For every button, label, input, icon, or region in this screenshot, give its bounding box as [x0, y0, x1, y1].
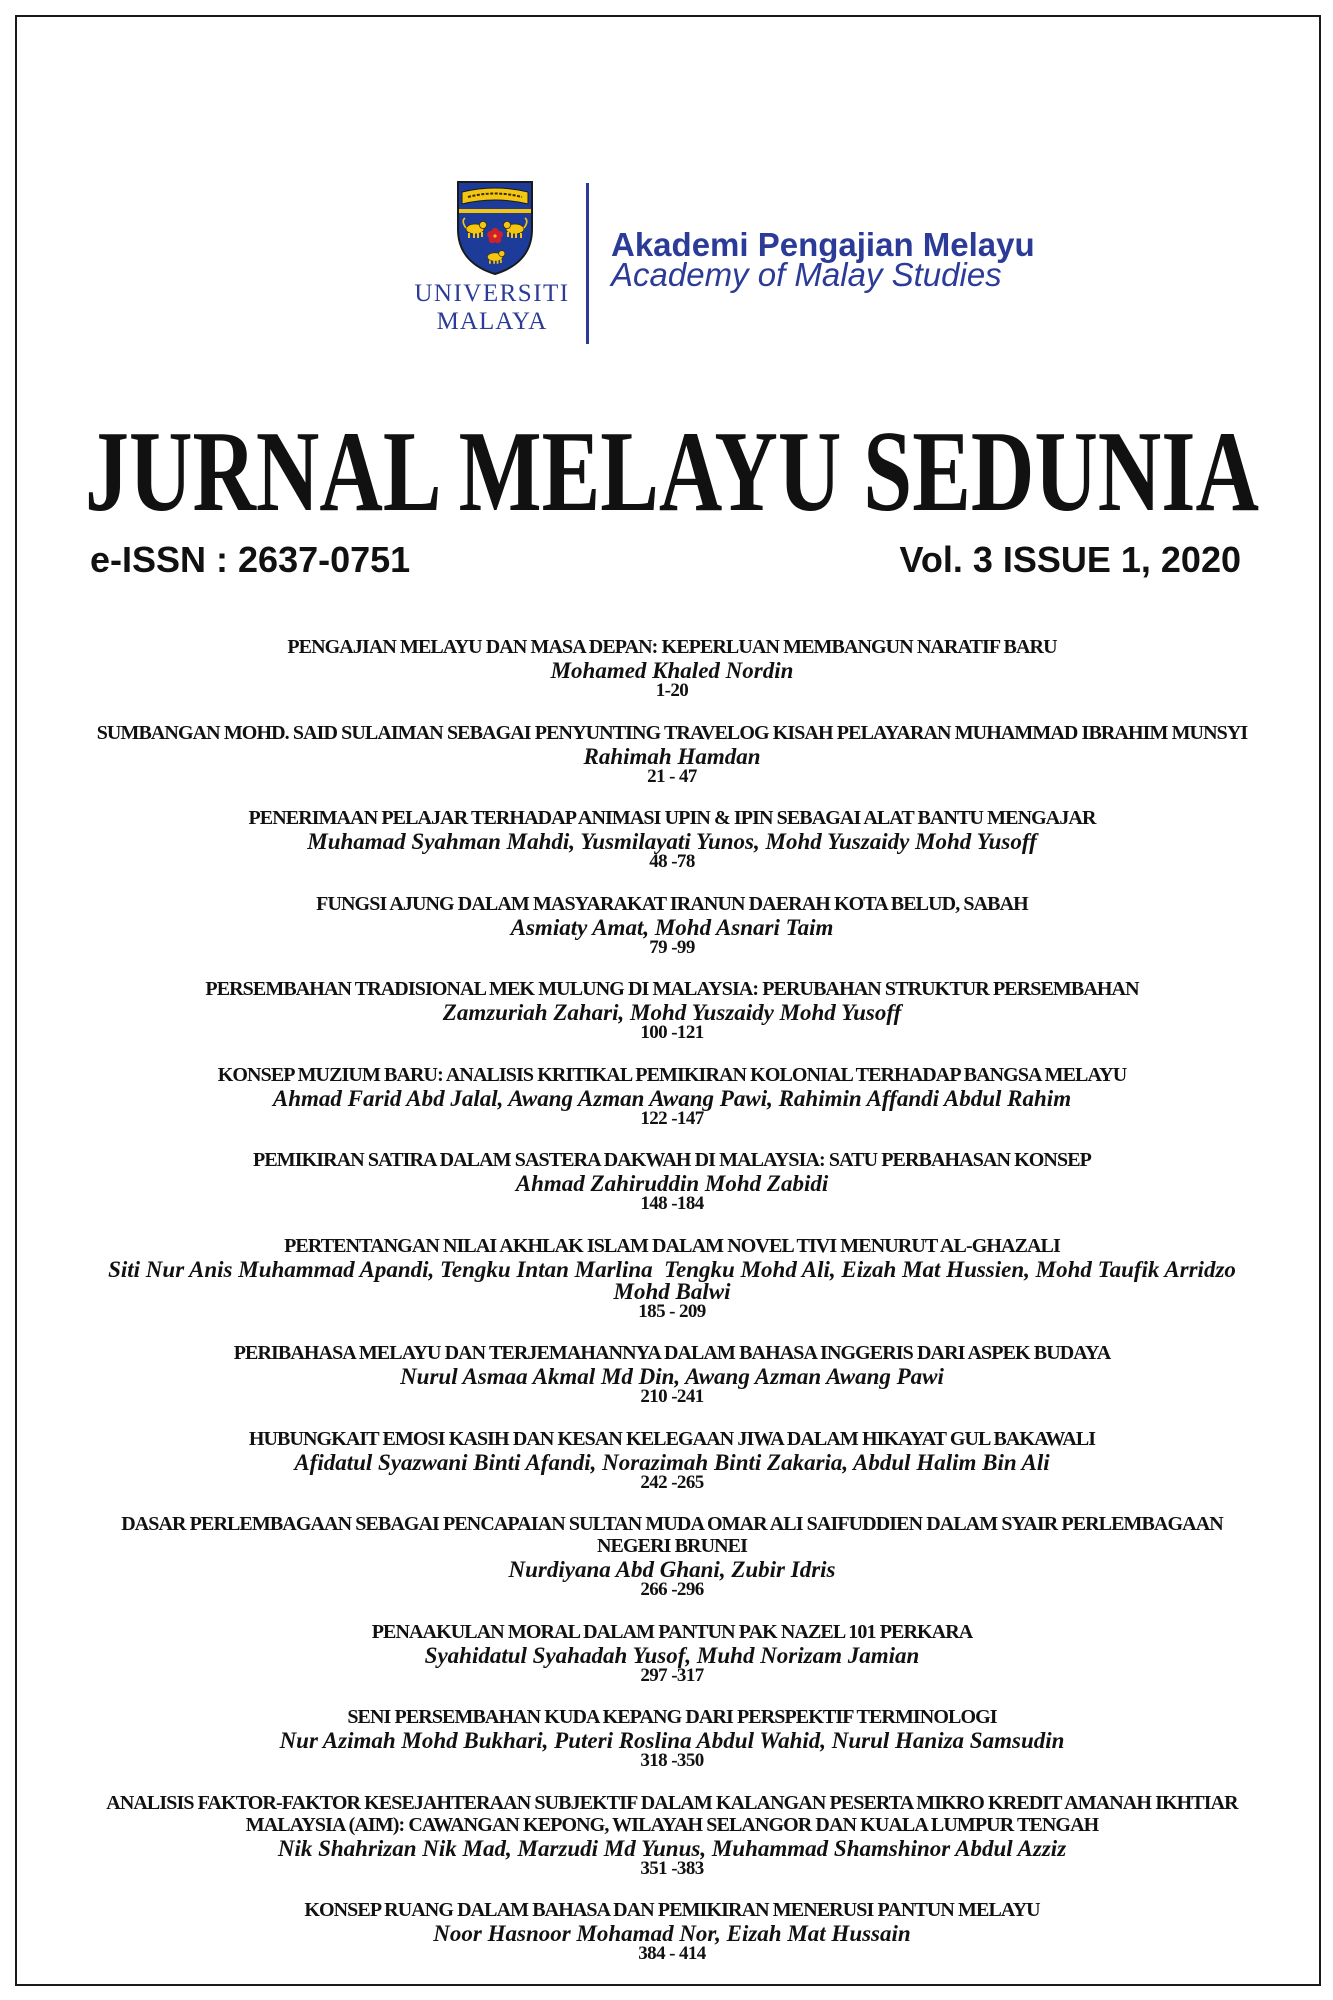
article-entry [30, 1706, 1314, 1772]
article-authors: Mohamed Khaled Nordin [550, 658, 794, 683]
article-entry [30, 1428, 1314, 1494]
article-title: HUBUNGKAIT EMOSI KASIH DAN KESAN KELEGAAN JIWA DALAM HIKAYAT GUL BAKAWALI [248, 1427, 1096, 1450]
article-pages: 185 - 209 [638, 1300, 706, 1322]
article-title-continued: MALAYSIA (AIM): CAWANGAN KEPONG, WILAYAH SELANGOR DAN KUALA LUMPUR TENGAH [245, 1813, 1099, 1836]
article-pages: 79 -99 [649, 936, 695, 958]
article-entry [30, 1899, 1314, 1965]
academy-name-english: Academy of Malay Studies [611, 256, 1002, 293]
article-authors: Zamzuriah Zahari, Mohd Yuszaidy Mohd Yusoff [442, 1000, 902, 1025]
article-title-continued: NEGERI BRUNEI [597, 1535, 747, 1557]
article-title: ANALISIS FAKTOR-FAKTOR KESEJAHTERAAN SUBJEKTIF DALAM KALANGAN PESERTA MIKRO KREDIT AMANAH IKHTIAR [106, 1791, 1238, 1814]
article-title: KONSEP MUZIUM BARU: ANALISIS KRITIKAL PEMIKIRAN KOLONIAL TERHADAP BANGSA MELAYU [217, 1063, 1127, 1086]
article-entry [30, 1149, 1314, 1215]
article-title: PERSEMBAHAN TRADISIONAL MEK MULUNG DI MALAYSIA: PERUBAHAN STRUKTUR PERSEMBAHAN [205, 978, 1139, 1000]
article-pages: 318 -350 [640, 1750, 704, 1771]
article-entry [30, 1621, 1314, 1687]
article-title: SUMBANGAN MOHD. SAID SULAIMAN SEBAGAI PENYUNTING TRAVELOG KISAH PELAYARAN MUHAMMAD IBRAHIM MUNSYI [96, 721, 1248, 744]
article-entry [30, 1064, 1314, 1130]
journal-title-text: JURNAL MELAYU SEDUNIA [85, 408, 1259, 536]
university-name-line2: MALAYA [436, 308, 548, 335]
journal-title [85, 400, 1259, 536]
article-authors: Rahimah Hamdan [583, 743, 761, 769]
article-pages: 122 -147 [640, 1107, 704, 1129]
article-title: PERTENTANGAN NILAI AKHLAK ISLAM DALAM NOVEL TIVI MENURUT AL-GHAZALI [284, 1234, 1060, 1257]
article-title: DASAR PERLEMBAGAAN SEBAGAI PENCAPAIAN SULTAN MUDA OMAR ALI SAIFUDDIEN DALAM SYAIR PERLEMBAGAAN [121, 1513, 1223, 1535]
article-pages: 266 -296 [640, 1579, 704, 1600]
article-pages: 351 -383 [640, 1857, 704, 1879]
article-pages: 210 -241 [640, 1386, 704, 1407]
article-entry [30, 807, 1314, 873]
article-title: SENI PERSEMBAHAN KUDA KEPANG DARI PERSPEKTIF TERMINOLOGI [347, 1706, 997, 1728]
article-entry [30, 722, 1314, 788]
article-entry [30, 978, 1314, 1044]
article-pages: 21 - 47 [647, 765, 697, 787]
article-title: PENGAJIAN MELAYU DAN MASA DEPAN: KEPERLUAN MEMBANGUN NARATIF BARU [287, 636, 1057, 658]
logo-divider [586, 183, 589, 344]
article-authors: Nur Azimah Mohd Bukhari, Puteri Roslina Abdul Wahid, Nurul Haniza Samsudin [279, 1728, 1065, 1753]
university-name-line1: UNIVERSITI [414, 280, 570, 307]
article-title: PEMIKIRAN SATIRA DALAM SASTERA DAKWAH DI MALAYSIA: SATU PERBAHASAN KONSEP [253, 1149, 1091, 1171]
article-entry [30, 1342, 1314, 1408]
article-title: PERIBAHASA MELAYU DAN TERJEMAHANNYA DALAM BAHASA INGGERIS DARI ASPEK BUDAYA [233, 1342, 1111, 1364]
article-entry [30, 893, 1314, 959]
article-authors: Nurul Asmaa Akmal Md Din, Awang Azman Awang Pawi [400, 1364, 944, 1389]
article-entry [30, 1792, 1314, 1880]
article-pages: 384 - 414 [638, 1943, 706, 1964]
article-pages: 297 -317 [640, 1664, 704, 1686]
article-authors: Siti Nur Anis Muhammad Apandi, Tengku Intan Marlina Tengku Mohd Ali, Eizah Mat Hussien, Mohd Taufik Arridzo [108, 1256, 1236, 1282]
issn-number: e-ISSN : 2637-0751 [90, 539, 411, 580]
article-title: PENAAKULAN MORAL DALAM PANTUN PAK NAZEL 101 PERKARA [371, 1620, 973, 1643]
article-authors: Muhamad Syahman Mahdi, Yusmilayati Yunos, Mohd Yuszaidy Mohd Yusoff [307, 829, 1037, 854]
article-authors: Ahmad Farid Abd Jalal, Awang Azman Awang Pawi, Rahimin Affandi Abdul Rahim [272, 1085, 1072, 1111]
article-entry [30, 1513, 1314, 1601]
article-pages: 148 -184 [640, 1193, 704, 1214]
article-pages: 48 -78 [649, 851, 695, 872]
article-pages: 100 -121 [640, 1022, 704, 1043]
academy-name-malay: Akademi Pengajian Melayu [611, 226, 1035, 263]
article-authors: Asmiaty Amat, Mohd Asnari Taim [510, 914, 834, 940]
university-crest-logo [455, 179, 535, 276]
article-authors: Nurdiyana Abd Ghani, Zubir Idris [508, 1557, 836, 1582]
article-pages: 1-20 [655, 680, 689, 701]
table-of-contents [30, 636, 1314, 1985]
volume-issue: Vol. 3 ISSUE 1, 2020 [899, 539, 1241, 580]
article-authors: Nik Shahrizan Nik Mad, Marzudi Md Yunus, Muhammad Shamshinor Abdul Azziz [277, 1835, 1067, 1861]
article-title: KONSEP RUANG DALAM BAHASA DAN PEMIKIRAN MENERUSI PANTUN MELAYU [304, 1899, 1040, 1921]
article-authors: Noor Hasnoor Mohamad Nor, Eizah Mat Hussain [433, 1921, 911, 1946]
article-authors: Afidatul Syazwani Binti Afandi, Norazimah Binti Zakaria, Abdul Halim Bin Ali [294, 1449, 1050, 1475]
article-authors: Syahidatul Syahadah Yusof, Muhd Norizam Jamian [424, 1642, 920, 1668]
article-authors-continued: Mohd Balwi [613, 1278, 731, 1304]
article-authors: Ahmad Zahiruddin Mohd Zabidi [515, 1171, 829, 1196]
article-title: FUNGSI AJUNG DALAM MASYARAKAT IRANUN DAERAH KOTA BELUD, SABAH [316, 892, 1028, 915]
article-pages: 242 -265 [640, 1471, 704, 1493]
article-title: PENERIMAAN PELAJAR TERHADAP ANIMASI UPIN & IPIN SEBAGAI ALAT BANTU MENGAJAR [248, 807, 1096, 829]
article-entry [30, 1235, 1314, 1323]
article-entry [30, 636, 1314, 702]
